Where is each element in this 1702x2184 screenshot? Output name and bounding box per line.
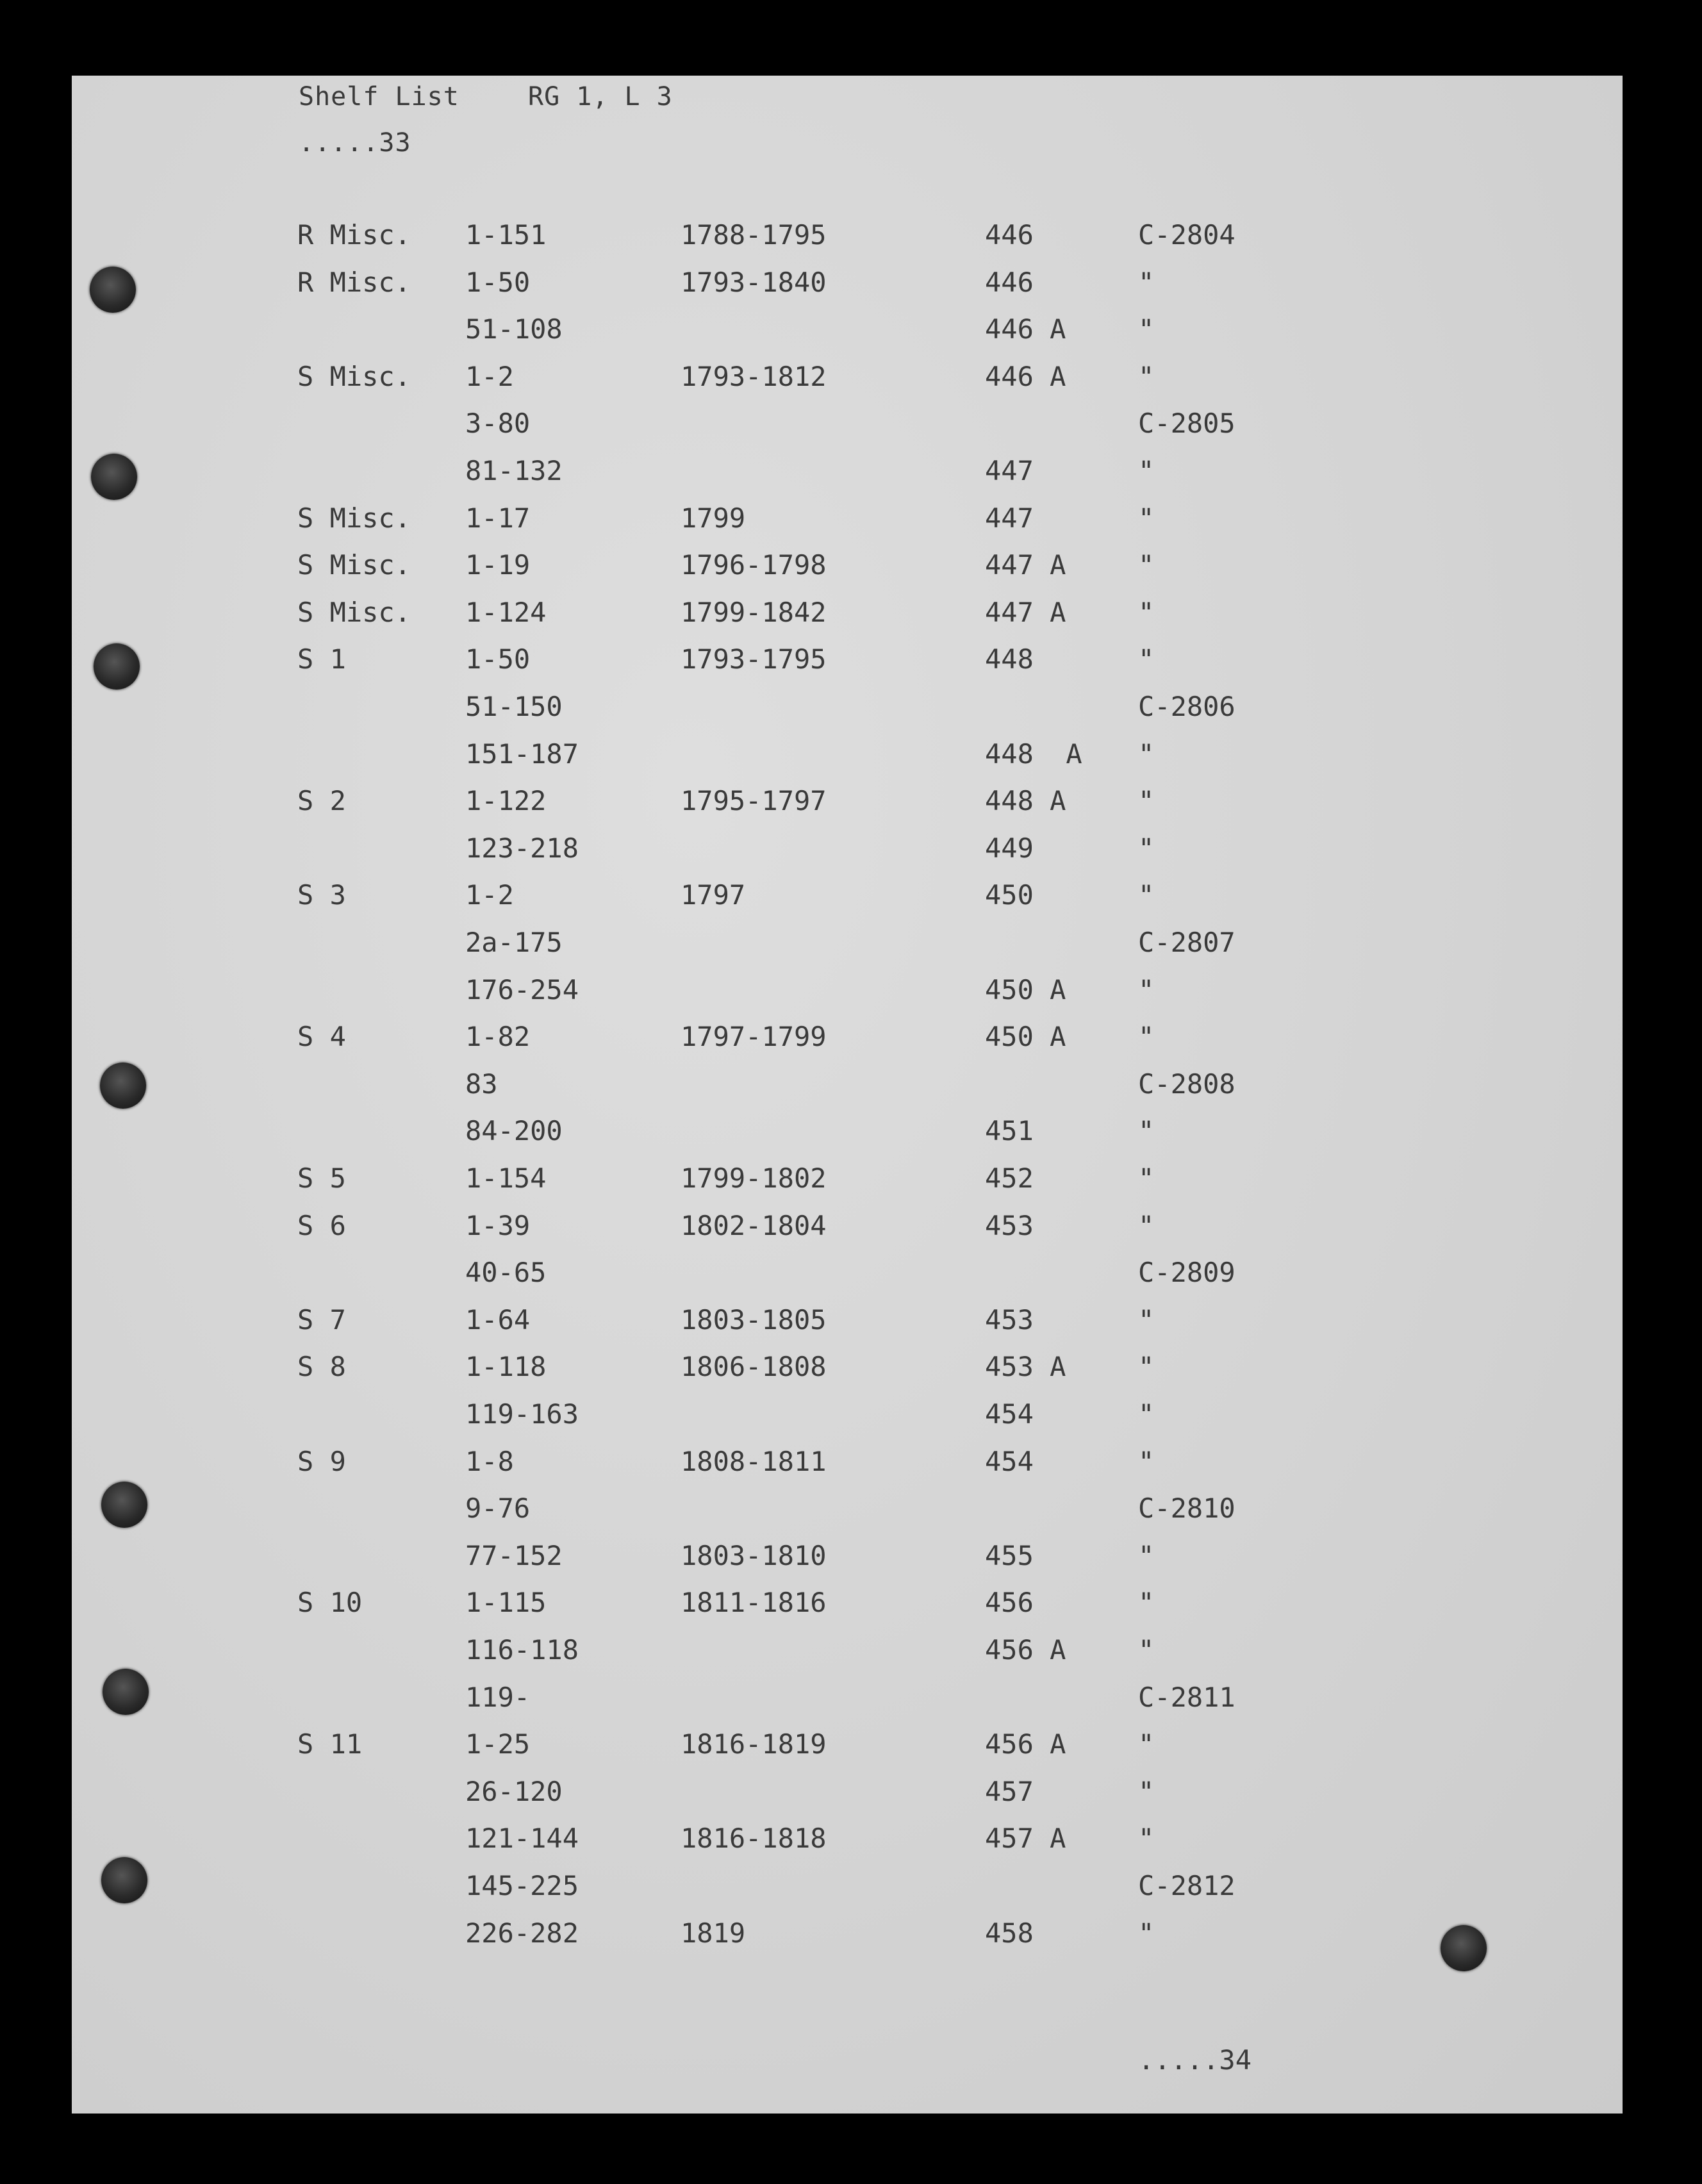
table-row [72,643,1623,682]
box-cell: 447 A [985,596,1066,628]
items-cell: 1-50 [465,266,531,298]
box-cell: 456 [985,1587,1034,1619]
table-row [72,219,1623,258]
table-row [72,1587,1623,1625]
reel-cell: C-2805 [1138,408,1235,440]
box-cell: 447 [985,455,1034,486]
dates-cell: 1793-1812 [681,360,827,392]
items-cell: 1-39 [465,1209,531,1241]
items-cell: 26-120 [465,1775,563,1807]
items-cell: 1-124 [465,596,547,628]
items-cell: 3-80 [465,408,531,440]
table-row [72,879,1623,918]
series-cell: S 6 [297,1209,346,1241]
table-row [72,597,1623,635]
table-row [72,1493,1623,1531]
items-cell: 226-282 [465,1917,579,1949]
table-row [72,361,1623,399]
table-row [72,1068,1623,1107]
box-cell: 446 A [985,313,1066,345]
reel-cell: " [1138,266,1155,298]
box-cell: 446 [985,219,1034,251]
table-row [72,1115,1623,1154]
items-cell: 145-225 [465,1870,579,1901]
dates-cell: 1793-1795 [681,643,827,675]
reel-cell: C-2804 [1138,219,1235,251]
items-cell: 119- [465,1681,531,1713]
table-row [72,1917,1623,1956]
dates-cell: 1816-1819 [681,1728,827,1760]
table-row [72,267,1623,305]
table-row [72,1728,1623,1767]
box-cell: 454 [985,1445,1034,1477]
series-cell: S 10 [297,1587,363,1619]
reel-cell: C-2809 [1138,1257,1235,1289]
items-cell: 77-152 [465,1539,563,1571]
dates-cell: 1819 [681,1917,746,1949]
record-group-label: RG 1, L 3 [528,82,673,112]
series-cell: R Misc. [297,266,411,298]
series-cell: S 4 [297,1021,346,1053]
reel-cell: " [1138,785,1155,817]
items-cell: 84-200 [465,1115,563,1147]
box-cell: 453 A [985,1351,1066,1383]
items-cell: 2a-175 [465,927,563,958]
items-cell: 116-118 [465,1634,579,1666]
reel-cell: " [1138,1115,1155,1147]
series-cell: S 8 [297,1351,346,1383]
shelf-list-title: Shelf List [299,82,459,112]
box-cell: 458 [985,1917,1034,1949]
items-cell: 121-144 [465,1823,579,1855]
dates-cell: 1797-1799 [681,1021,827,1053]
dates-cell: 1797 [681,879,746,911]
reel-cell: " [1138,1823,1155,1855]
reel-cell: " [1138,1021,1155,1053]
table-row [72,974,1623,1013]
reel-cell: C-2812 [1138,1870,1235,1901]
reel-cell: " [1138,643,1155,675]
dates-cell: 1802-1804 [681,1209,827,1241]
series-cell: S 5 [297,1162,346,1194]
reel-cell: " [1138,1728,1155,1760]
dates-cell: 1799-1802 [681,1162,827,1194]
box-cell: 450 A [985,1021,1066,1053]
reel-cell: " [1138,1445,1155,1477]
reel-cell: " [1138,1917,1155,1949]
items-cell: 83 [465,1068,498,1100]
dates-cell: 1806-1808 [681,1351,827,1383]
box-cell: 447 [985,502,1034,534]
table-row [72,1210,1623,1248]
items-cell: 119-163 [465,1398,579,1430]
reel-cell: " [1138,1775,1155,1807]
items-cell: 9-76 [465,1493,531,1525]
reel-cell: " [1138,455,1155,486]
items-cell: 1-154 [465,1162,547,1194]
items-cell: 1-2 [465,879,514,911]
reel-cell: " [1138,832,1155,864]
series-cell: S Misc. [297,502,411,534]
table-row [72,1776,1623,1814]
box-cell: 456 A [985,1728,1066,1760]
series-cell: S 9 [297,1445,346,1477]
items-cell: 1-17 [465,502,531,534]
items-cell: 1-50 [465,643,531,675]
box-cell: 448 A [985,785,1066,817]
dates-cell: 1799 [681,502,746,534]
table-row [72,691,1623,729]
reel-cell: C-2808 [1138,1068,1235,1100]
dates-cell: 1793-1840 [681,266,827,298]
table-row [72,738,1623,777]
items-cell: 51-150 [465,691,563,722]
items-cell: 1-25 [465,1728,531,1760]
box-cell: 448 A [985,738,1082,770]
box-cell: 457 [985,1775,1034,1807]
table-row [72,1398,1623,1437]
box-cell: 455 [985,1539,1034,1571]
table-row [72,1257,1623,1295]
box-cell: 447 A [985,549,1066,581]
box-cell: 453 [985,1303,1034,1336]
reel-cell: " [1138,1398,1155,1430]
reel-cell: " [1138,1351,1155,1383]
box-cell: 446 [985,266,1034,298]
items-cell: 1-2 [465,360,514,392]
dates-cell: 1795-1797 [681,785,827,817]
series-cell: S Misc. [297,549,411,581]
dates-cell: 1816-1818 [681,1823,827,1855]
table-row [72,1682,1623,1720]
reel-cell: " [1138,1303,1155,1336]
box-cell: 446 A [985,360,1066,392]
reel-cell: " [1138,1634,1155,1666]
box-cell: 450 A [985,973,1066,1005]
series-cell: R Misc. [297,219,411,251]
dates-cell: 1796-1798 [681,549,827,581]
dates-cell: 1808-1811 [681,1445,827,1477]
continued-from-page: .....33 [299,128,411,158]
continued-to-page: .....34 [1138,2044,1252,2076]
items-cell: 40-65 [465,1257,547,1289]
box-cell: 450 [985,879,1034,911]
table-row [72,549,1623,588]
dates-cell: 1803-1810 [681,1539,827,1571]
series-cell: S 1 [297,643,346,675]
items-cell: 81-132 [465,455,563,486]
reel-cell: " [1138,502,1155,534]
items-cell: 1-151 [465,219,547,251]
reel-cell: " [1138,1587,1155,1619]
box-cell: 457 A [985,1823,1066,1855]
box-cell: 452 [985,1162,1034,1194]
items-cell: 1-118 [465,1351,547,1383]
series-cell: S Misc. [297,596,411,628]
reel-cell: " [1138,1539,1155,1571]
reel-cell: " [1138,360,1155,392]
dates-cell: 1799-1842 [681,596,827,628]
table-row [72,1870,1623,1908]
reel-cell: " [1138,596,1155,628]
document-page [72,76,1623,2114]
table-row [72,1540,1623,1578]
items-cell: 1-64 [465,1303,531,1336]
table-row [72,832,1623,871]
reel-cell: C-2807 [1138,927,1235,958]
items-cell: 1-82 [465,1021,531,1053]
items-cell: 151-187 [465,738,579,770]
table-row [72,313,1623,352]
box-cell: 451 [985,1115,1034,1147]
series-cell: S 7 [297,1303,346,1336]
table-row [72,785,1623,823]
items-cell: 176-254 [465,973,579,1005]
reel-cell: C-2811 [1138,1681,1235,1713]
reel-cell: " [1138,549,1155,581]
series-cell: S 11 [297,1728,363,1760]
items-cell: 123-218 [465,832,579,864]
items-cell: 1-122 [465,785,547,817]
table-row [72,927,1623,965]
table-row [72,1162,1623,1201]
table-row [72,1446,1623,1484]
table-row [72,455,1623,493]
box-cell: 453 [985,1209,1034,1241]
reel-cell: " [1138,738,1155,770]
series-cell: S 3 [297,879,346,911]
reel-cell: C-2806 [1138,691,1235,722]
table-row [72,1351,1623,1389]
reel-cell: " [1138,1209,1155,1241]
series-cell: S 2 [297,785,346,817]
reel-cell: " [1138,973,1155,1005]
reel-cell: " [1138,313,1155,345]
items-cell: 51-108 [465,313,563,345]
table-row [72,1304,1623,1343]
items-cell: 1-115 [465,1587,547,1619]
dates-cell: 1803-1805 [681,1303,827,1336]
dates-cell: 1788-1795 [681,219,827,251]
reel-cell: " [1138,1162,1155,1194]
table-row [72,408,1623,446]
box-cell: 456 A [985,1634,1066,1666]
table-row [72,1634,1623,1673]
table-row [72,1823,1623,1861]
items-cell: 1-19 [465,549,531,581]
reel-cell: C-2810 [1138,1493,1235,1525]
box-cell: 449 [985,832,1034,864]
box-cell: 448 [985,643,1034,675]
series-cell: S Misc. [297,360,411,392]
items-cell: 1-8 [465,1445,514,1477]
reel-cell: " [1138,879,1155,911]
box-cell: 454 [985,1398,1034,1430]
dates-cell: 1811-1816 [681,1587,827,1619]
table-row [72,502,1623,541]
table-row [72,1021,1623,1059]
